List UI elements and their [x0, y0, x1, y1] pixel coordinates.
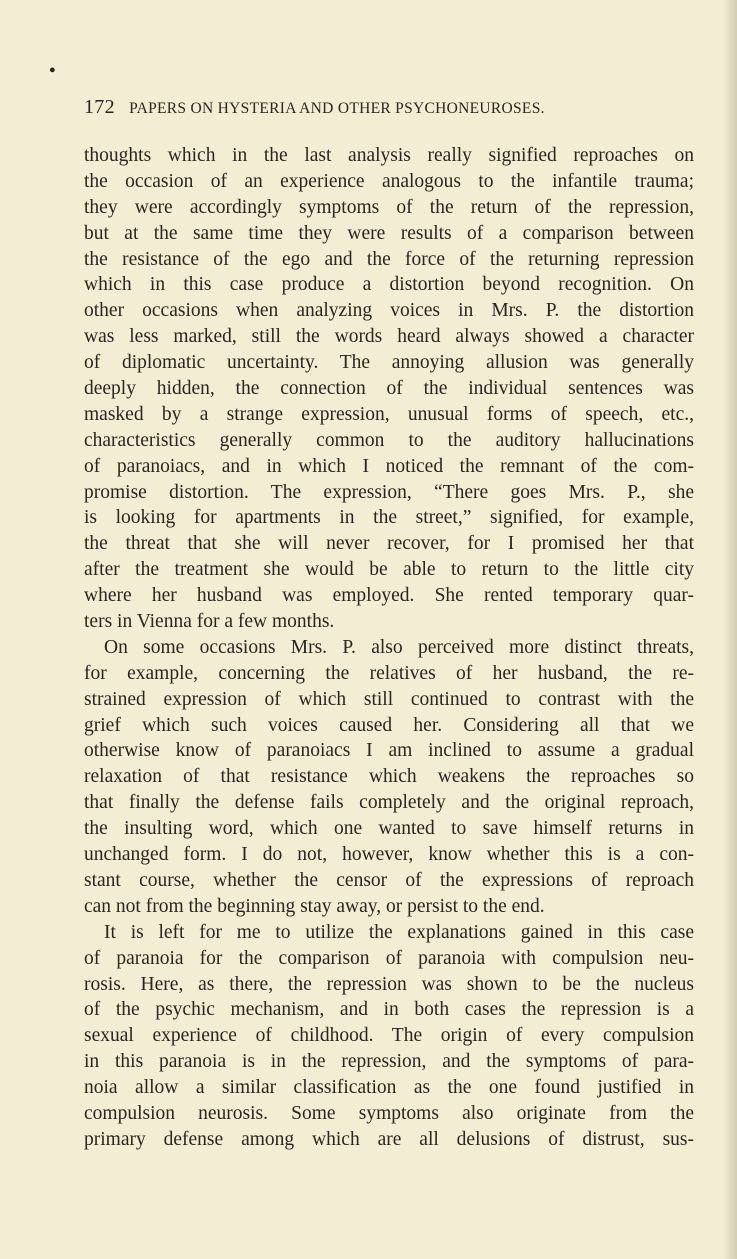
text-line: noia allow a similar classification as the one found justified in [84, 1077, 694, 1099]
text-line: primary defense among which are all delusions of distrust, sus- [84, 1128, 694, 1150]
page-body [84, 143, 694, 1153]
text-line: of diplomatic uncertainty. The annoying allusion was generally [84, 352, 694, 374]
text-line: ters in Vienna for a few months. [84, 611, 335, 633]
text-line: characteristics generally common to the auditory hallucinations [84, 429, 694, 451]
text-line: unchanged form. I do not, however, know whether this is a con- [84, 844, 694, 866]
text-line: strained expression of which still continued to contrast with the [84, 688, 694, 710]
text-line: otherwise know of paranoiacs I am inclined to assume a gradual [84, 740, 694, 762]
text-line: thoughts which in the last analysis really signified reproaches on [84, 145, 694, 166]
page-number: 172 [84, 96, 115, 118]
text-line: where her husband was employed. She rented temporary quar- [84, 585, 694, 607]
text-line: rosis. Here, as there, the repression was shown to be the nucleus [84, 973, 694, 995]
running-header [84, 96, 704, 119]
text-line: promise distortion. The expression, “There goes Mrs. P., she [84, 481, 694, 503]
text-line: the threat that she will never recover, for I promised her that [84, 533, 694, 555]
text-line: of the psychic mechanism, and in both cases the repression is a [84, 999, 694, 1021]
text-line: On some occasions Mrs. P. also perceived more distinct threats, [104, 636, 694, 658]
text-line: in this paranoia is in the repression, and the symptoms of para- [84, 1051, 694, 1073]
text-line: but at the same time they were results of a comparison between [84, 222, 694, 244]
text-line: stant course, whether the censor of the expressions of reproach [84, 869, 694, 891]
text-line: can not from the beginning stay away, or persist to the end. [84, 895, 545, 917]
text-line: relaxation of that resistance which weakens the reproaches so [84, 766, 694, 788]
text-line: It is left for me to utilize the explanations gained in this case [104, 921, 694, 943]
text-line: which in this case produce a distortion beyond recognition. On [84, 274, 694, 296]
text-line: sexual experience of childhood. The origin of every compulsion [84, 1025, 694, 1047]
text-line: is looking for apartments in the street,” signified, for example, [84, 507, 694, 529]
text-line: the insulting word, which one wanted to save himself returns in [84, 818, 694, 840]
text-line: the resistance of the ego and the force of the returning repression [84, 248, 694, 270]
text-line: of paranoia for the comparison of paranoia with compulsion neu- [84, 947, 694, 969]
text-line: grief which such voices caused her. Considering all that we [84, 714, 694, 736]
text-line: masked by a strange expression, unusual forms of speech, etc., [84, 403, 694, 425]
text-line: they were accordingly symptoms of the return of the repression, [84, 196, 694, 218]
running-title: PAPERS ON HYSTERIA AND OTHER PSYCHONEUROSES. [129, 100, 545, 117]
text-line: of paranoiacs, and in which I noticed the remnant of the com- [84, 455, 694, 477]
text-line: deeply hidden, the connection of the individual sentences was [84, 378, 694, 400]
text-line: the occasion of an experience analogous to the infantile trauma; [84, 170, 694, 192]
scan-speck: ● [49, 64, 56, 76]
text-line: compulsion neurosis. Some symptoms also originate from the [84, 1102, 694, 1124]
text-line: for example, concerning the relatives of her husband, the re- [84, 662, 694, 684]
text-line: other occasions when analyzing voices in Mrs. P. the distortion [84, 300, 694, 322]
text-line: after the treatment she would be able to return to the little city [84, 559, 694, 581]
text-line: that finally the defense fails completely and the original reproach, [84, 792, 694, 814]
page-edge-shadow [723, 0, 737, 1259]
text-line: was less marked, still the words heard always showed a character [84, 326, 694, 348]
